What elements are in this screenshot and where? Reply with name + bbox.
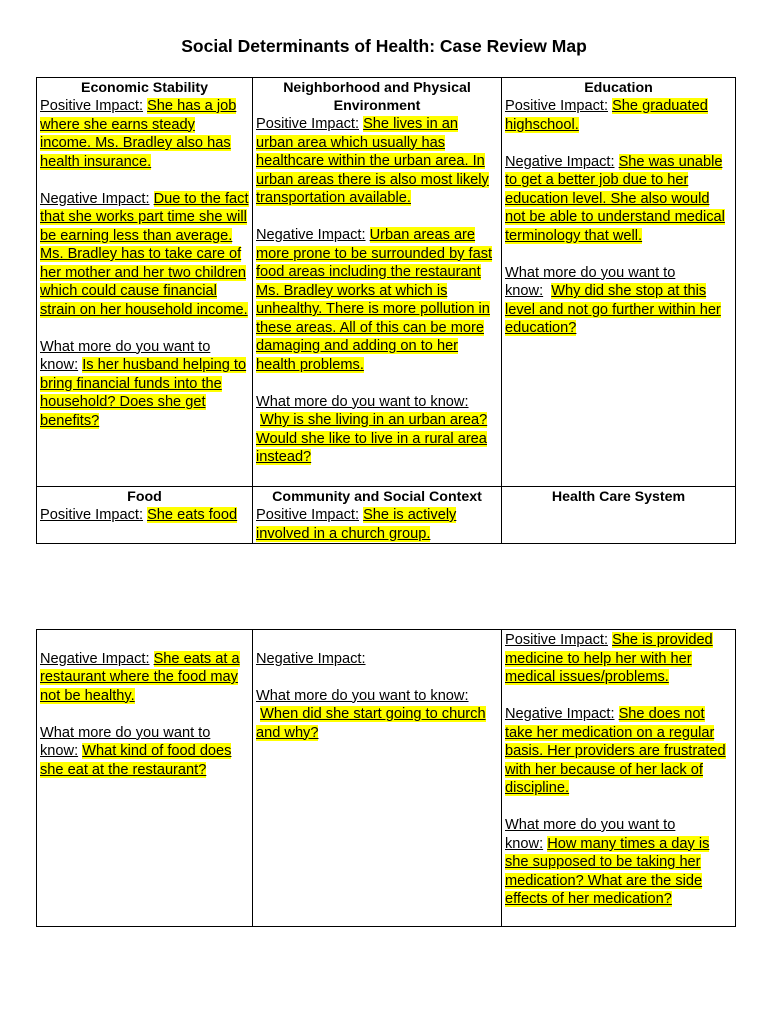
community-more — [256, 687, 498, 743]
education-negative-text: She was unable to get a better job due to her education level. She also would not be able to understand medical terminology that well. — [505, 153, 725, 244]
food-positive — [40, 506, 249, 525]
economic-negative — [40, 190, 249, 320]
positive-label: Positive Impact: — [40, 98, 144, 114]
food-more-text: What kind of food does she eat at the restaurant? — [40, 743, 232, 778]
neighborhood-positive-text: She lives in an urban area which usually has healthcare within the urban area. In urban areas there is also most likely transportation available. — [256, 116, 489, 206]
healthcare-negative-text: She does not take her medication on a regular basis. Her providers are frustrated with her because of her lack of discipline. — [505, 706, 726, 796]
education-more — [505, 264, 732, 338]
economic-negative-text: Due to the fact that she works part time she will be earning less than average. Ms. Bradley has to take care of her mother and her two children which could cause financial strain on her household income. — [40, 190, 249, 318]
education-positive — [505, 97, 732, 134]
header-education: Education — [584, 80, 653, 96]
more-label: What more do you want to know: — [256, 393, 469, 410]
neighborhood-negative — [256, 226, 498, 374]
neighborhood-more-text: Why is she living in an urban area? Would she like to live in a rural area instead? — [256, 412, 488, 465]
cell-food-bottom — [37, 630, 253, 927]
cell-community-top — [253, 487, 502, 544]
more-label-a: What more do you want to — [505, 817, 676, 833]
positive-label: Positive Impact: — [40, 507, 144, 523]
community-positive — [256, 506, 498, 543]
cell-economic-stability — [37, 78, 253, 487]
economic-positive — [40, 97, 249, 171]
negative-label: Negative Impact: — [505, 706, 615, 722]
food-positive-text: She eats food — [147, 507, 238, 523]
neighborhood-positive — [256, 115, 498, 208]
neighborhood-more — [256, 393, 498, 467]
negative-label: Negative Impact: — [256, 227, 366, 243]
cell-community-bottom — [253, 630, 502, 927]
negative-label: Negative Impact: — [40, 650, 150, 667]
header-neighborhood: Neighborhood and Physical Environment — [283, 80, 471, 114]
header-community: Community and Social Context — [272, 489, 482, 505]
negative-label: Negative Impact: — [256, 650, 366, 667]
food-more — [40, 724, 249, 780]
positive-label: Positive Impact: — [256, 116, 360, 132]
more-label-b: know: — [40, 357, 79, 373]
more-label-b: know: — [505, 835, 544, 852]
food-negative — [40, 650, 249, 706]
cell-education — [502, 78, 736, 487]
positive-label: Positive Impact: — [256, 507, 360, 523]
healthcare-positive — [505, 631, 732, 687]
cell-healthcare-top — [502, 487, 736, 544]
community-more-text: When did she start going to church and why? — [256, 706, 486, 741]
header-healthcare: Health Care System — [551, 489, 686, 505]
community-positive-text: She is actively involved in a church group. — [256, 507, 457, 542]
negative-label: Negative Impact: — [505, 153, 615, 170]
more-label-a: What more do you want to — [40, 724, 211, 741]
healthcare-more-text: How many times a day is she supposed to be taking her medication? What are the side effects of her medication? — [505, 835, 710, 907]
community-negative — [256, 650, 498, 669]
food-negative-text: She eats at a restaurant where the food may not be healthy. — [40, 650, 240, 704]
education-negative — [505, 153, 732, 246]
header-economic-stability: Economic Stability — [81, 80, 208, 96]
negative-label: Negative Impact: — [40, 190, 150, 207]
page-title: Social Determinants of Health: Case Review Map — [181, 36, 587, 56]
cell-neighborhood — [253, 78, 502, 487]
case-review-table-bottom — [36, 629, 736, 927]
economic-more-text: Is her husband helping to bring financial funds into the household? Does she get benefits? — [40, 357, 247, 429]
neighborhood-negative-text: Urban areas are more prone to be surrounded by fast food areas including the restaurant Ms. Bradley works at which is unhealthy. There is more pollution in these areas. All of this can be more damaging and adding on to her health problems. — [256, 227, 493, 373]
healthcare-positive-text: She is provided medicine to help her with her medical issues/problems. — [505, 632, 713, 685]
header-food: Food — [127, 489, 162, 505]
healthcare-negative — [505, 705, 732, 798]
more-label-b: know: — [505, 283, 544, 299]
more-label-a: What more do you want to — [505, 264, 676, 281]
case-review-table-top — [36, 77, 736, 544]
cell-healthcare-bottom — [502, 630, 736, 927]
positive-label: Positive Impact: — [505, 632, 609, 648]
economic-positive-text: She has a job where she earns steady income. Ms. Bradley also has health insurance. — [40, 98, 237, 170]
education-more-text: Why did she stop at this level and not go further within her education? — [505, 283, 721, 336]
economic-more — [40, 338, 249, 431]
more-label-a: What more do you want to — [40, 338, 211, 355]
healthcare-more — [505, 816, 732, 909]
positive-label: Positive Impact: — [505, 98, 609, 114]
more-label: What more do you want to know: — [256, 687, 469, 704]
education-positive-text: She graduated highschool. — [505, 98, 708, 133]
cell-food-top — [37, 487, 253, 544]
more-label-b: know: — [40, 743, 79, 759]
